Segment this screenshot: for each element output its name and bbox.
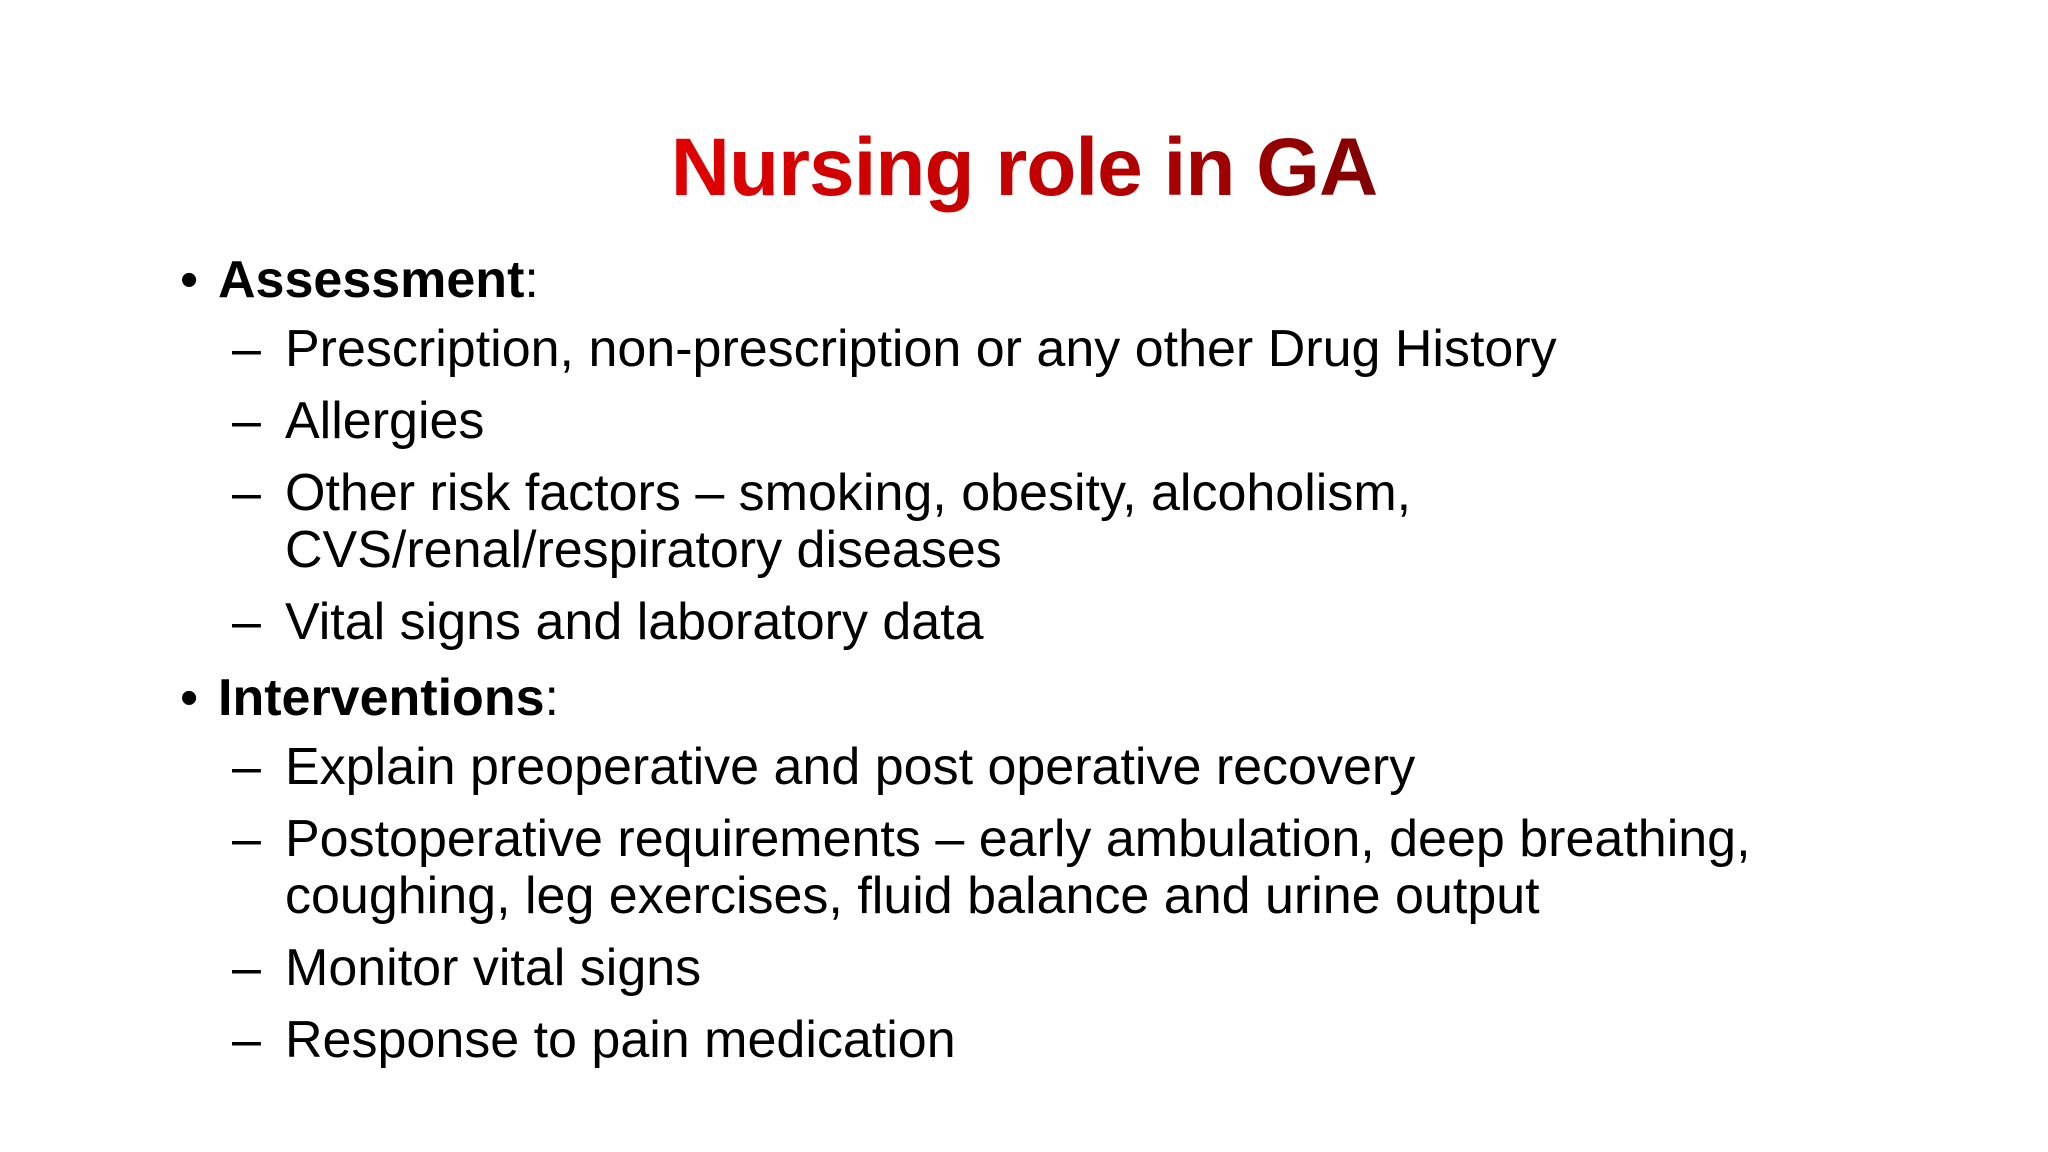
assessment-heading: Assessment [218,251,525,309]
bullet-interventions [180,666,2000,730]
sub-bullet-vital-signs-lab [180,594,2000,651]
sub-bullet-text: Monitor vital signs [285,939,702,997]
slide-body [180,248,2000,1084]
dash-icon: – [232,593,261,651]
interventions-heading: Interventions [218,669,545,727]
bullet-dot-icon: • [180,251,199,309]
sub-bullet-risk-factors [180,465,1585,579]
bullet-dot-icon: • [180,669,199,727]
sub-bullet-pain-medication [180,1012,2000,1069]
sub-bullet-text: Explain preoperative and post operative recovery [285,738,1416,796]
dash-icon: – [232,392,261,450]
sub-bullet-text: Postoperative requirements – early ambulation, deep breathing, coughing, leg exercises, fluid balance and urine output [285,810,1751,925]
sub-bullet-text: Response to pain medication [285,1011,956,1069]
slide-title [0,118,2048,218]
assessment-colon: : [524,251,539,309]
dash-icon: – [232,738,261,796]
sub-bullet-text: Prescription, non-prescription or any other Drug History [285,320,1557,378]
sub-bullet-text: Other risk factors – smoking, obesity, alcoholism, CVS/renal/respiratory diseases [285,464,1412,579]
sub-bullet-text: Allergies [285,392,485,450]
sub-bullet-allergies [180,393,2000,450]
dash-icon: – [232,939,261,997]
dash-icon: – [232,464,261,522]
dash-icon: – [232,1011,261,1069]
sub-bullet-text: Vital signs and laboratory data [285,593,984,651]
dash-icon: – [232,810,261,868]
sub-bullet-explain-recovery [180,739,2000,796]
slide-title-text: Nursing role in GA [670,122,1378,213]
interventions-colon: : [544,669,559,727]
sub-bullet-drug-history [180,321,2000,378]
bullet-assessment [180,248,2000,312]
sub-bullet-monitor-vitals [180,940,2000,997]
sub-bullet-postop-requirements [180,811,1865,925]
dash-icon: – [232,320,261,378]
